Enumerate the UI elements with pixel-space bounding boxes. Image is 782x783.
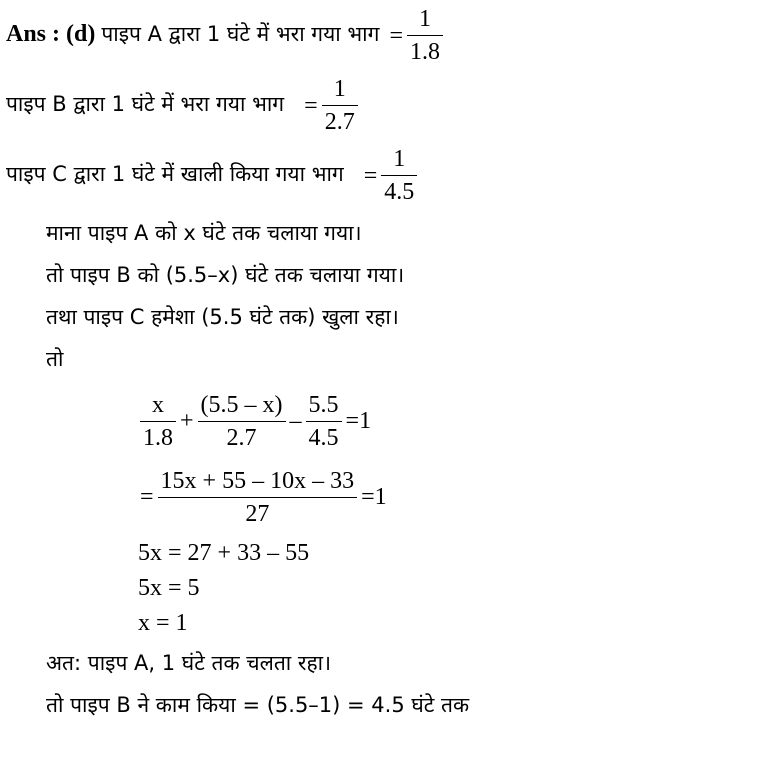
pipe-b-denominator: 2.7 — [324, 109, 355, 135]
answer-line-b: पाइप B द्वारा 1 घंटे में भरा गया भाग = $\frac{1}{2.7}$ — [6, 74, 358, 137]
pipe-c-denominator: 4.5 — [384, 179, 415, 205]
eq1-term-2: $\frac{(5.5 - x)}{2.7}$ — [198, 390, 286, 453]
pipe-c-text: पाइप C द्वारा 1 घंटे में खाली किया गया भाग — [6, 162, 344, 187]
conclusion-2: तो पाइप B ने काम किया = (5.5–1) = 4.5 घंटे तक — [46, 693, 470, 717]
answer-line-c: पाइप C द्वारा 1 घंटे में खाली किया गया भाग = $\frac{1}{4.5}$ — [6, 144, 417, 207]
answer-prefix: Ans : — [6, 21, 61, 48]
pipe-a-fraction — [407, 4, 443, 67]
step-c-open: तथा पाइप C हमेशा (5.5 घंटे तक) खुला रहा। — [46, 305, 399, 329]
eq2-fraction: $\frac{15x + 55 - 10x - 33}{27}$ — [158, 466, 358, 529]
conclusion-1: अत: पाइप A, 1 घंटे तक चलता रहा। — [46, 651, 332, 675]
eq1-term-1: $\frac{x}{1.8}$ — [140, 390, 176, 453]
pipe-a-denominator: 1.8 — [410, 39, 440, 65]
step-b-time: तो पाइप B को (5.5–x) घंटे तक चलाया गया। — [46, 263, 405, 287]
answer-line-a: Ans : (d) पाइप A द्वारा 1 घंटे में भरा गया भाग = $\frac{1}{1.8}$ — [6, 4, 443, 67]
pipe-b-numerator: 1 — [333, 76, 346, 102]
answer-option: (d) — [66, 21, 96, 48]
pipe-a-text: पाइप A द्वारा 1 घंटे में भरा गया भाग — [101, 22, 380, 47]
eq1-term-3: $\frac{5.5}{4.5}$ — [306, 390, 342, 453]
pipe-a-numerator: 1 — [419, 6, 431, 32]
solve-line-1: 5x = 27 + 33 – 55 — [138, 540, 310, 566]
pipe-b-text: पाइप B द्वारा 1 घंटे में भरा गया भाग — [6, 92, 285, 117]
pipe-c-numerator: 1 — [393, 146, 406, 172]
equation-1: $\frac{x}{1.8}$ + $\frac{(5.5 - x)}{2.7}$ – $\frac{5.5}{4.5}$ =1 — [140, 390, 375, 453]
solve-line-3: x = 1 — [138, 610, 188, 636]
pipe-b-fraction — [322, 74, 358, 137]
step-then: तो — [46, 347, 64, 371]
pipe-c-fraction — [381, 144, 417, 207]
step-assume-a: माना पाइप A को x घंटे तक चलाया गया। — [46, 221, 362, 245]
equation-2: = $\frac{15x + 55 - 10x - 33}{27}$ =1 — [140, 468, 387, 527]
solve-line-2: 5x = 5 — [138, 575, 200, 601]
